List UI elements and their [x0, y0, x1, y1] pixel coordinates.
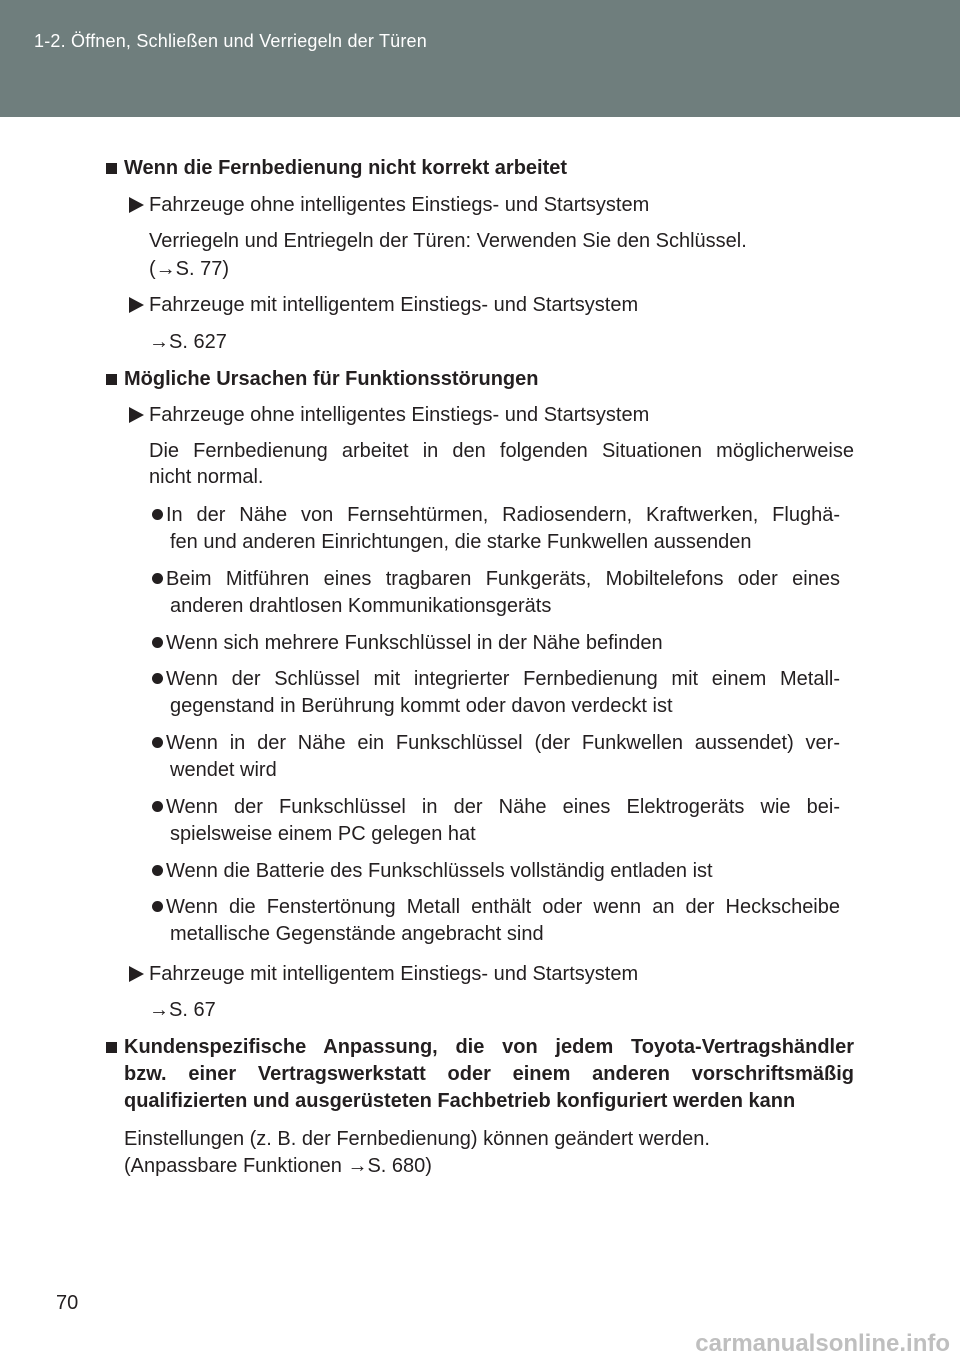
- section-heading-continuation: bzw. einer Vertragswerkstatt oder einem anderen vorschriftsmäßig: [124, 1063, 854, 1085]
- bullet-dot-icon: [152, 801, 163, 812]
- bullet-dot-icon: [152, 573, 163, 584]
- list-item-continuation: wendet wird: [170, 759, 277, 781]
- list-item: Wenn sich mehrere Funkschlüssel in der Nähe befinden: [166, 632, 663, 654]
- square-bullet-icon: [106, 1042, 117, 1053]
- section-heading-continuation: qualifizierten und ausgerüsteten Fachbetrieb konfiguriert werden kann: [124, 1090, 796, 1112]
- list-item-continuation: anderen drahtlosen Kommunikationsgeräts: [170, 595, 552, 617]
- square-bullet-icon: [106, 163, 117, 174]
- section-heading: Wenn die Fernbedienung nicht korrekt arbeitet: [124, 157, 568, 179]
- page-reference: →S. 627: [149, 331, 227, 353]
- section-heading: Mögliche Ursachen für Funktionsstörungen: [124, 368, 539, 390]
- triangle-bullet-icon: [129, 197, 144, 213]
- triangle-bullet-icon: [129, 297, 144, 313]
- triangle-bullet-icon: [129, 966, 144, 982]
- watermark: carmanualsonline.info: [695, 1330, 950, 1357]
- page-reference: (→S. 77): [149, 258, 230, 280]
- list-item: Wenn der Funkschlüssel in der Nähe eines Elektrogeräts wie bei-: [166, 796, 840, 818]
- bullet-dot-icon: [152, 673, 163, 684]
- page-number: 70: [56, 1292, 79, 1314]
- list-item: In der Nähe von Fernsehtürmen, Radiosendern, Kraftwerken, Flughä-: [166, 504, 840, 526]
- square-bullet-icon: [106, 374, 117, 385]
- page-reference: →S. 67: [149, 999, 216, 1021]
- list-item: Beim Mitführen eines tragbaren Funkgeräts, Mobiltelefons oder eines: [166, 568, 840, 590]
- paragraph-line: Einstellungen (z. B. der Fernbedienung) können geändert werden.: [124, 1128, 710, 1150]
- subsection-label: Fahrzeuge mit intelligentem Einstiegs- und Startsystem: [149, 294, 639, 316]
- subsection-label: Fahrzeuge mit intelligentem Einstiegs- und Startsystem: [149, 963, 639, 985]
- list-item: Wenn der Schlüssel mit integrierter Fernbedienung mit einem Metall-: [166, 668, 840, 690]
- bullet-dot-icon: [152, 737, 163, 748]
- list-item: Wenn die Batterie des Funkschlüssels vollständig entladen ist: [166, 860, 713, 882]
- chapter-header: [0, 0, 960, 117]
- list-item: Wenn in der Nähe ein Funkschlüssel (der Funkwellen aussendet) ver-: [166, 732, 840, 754]
- subsection-label: Fahrzeuge ohne intelligentes Einstiegs- und Startsystem: [149, 404, 650, 426]
- bullet-dot-icon: [152, 509, 163, 520]
- triangle-bullet-icon: [129, 407, 144, 423]
- paragraph-line: Verriegeln und Entriegeln der Türen: Verwenden Sie den Schlüssel.: [149, 230, 747, 252]
- paragraph-line: Die Fernbedienung arbeitet in den folgenden Situationen möglicherweise: [149, 440, 854, 462]
- list-item: Wenn die Fenstertönung Metall enthält oder wenn an der Heckscheibe: [166, 896, 840, 918]
- list-item-continuation: fen und anderen Einrichtungen, die starke Funkwellen aussenden: [170, 531, 752, 553]
- subsection-label: Fahrzeuge ohne intelligentes Einstiegs- und Startsystem: [149, 194, 650, 216]
- bullet-dot-icon: [152, 637, 163, 648]
- bullet-dot-icon: [152, 865, 163, 876]
- paragraph-line: nicht normal.: [149, 466, 264, 488]
- bullet-dot-icon: [152, 901, 163, 912]
- list-item-continuation: metallische Gegenstände angebracht sind: [170, 923, 544, 945]
- paragraph-line: (Anpassbare Funktionen →S. 680): [124, 1155, 432, 1177]
- chapter-title: 1-2. Öffnen, Schließen und Verriegeln der Türen: [34, 31, 427, 51]
- list-item-continuation: spielsweise einem PC gelegen hat: [170, 823, 476, 845]
- list-item-continuation: gegenstand in Berührung kommt oder davon verdeckt ist: [170, 695, 673, 717]
- section-heading: Kundenspezifische Anpassung, die von jedem Toyota-Vertragshändler: [124, 1036, 854, 1058]
